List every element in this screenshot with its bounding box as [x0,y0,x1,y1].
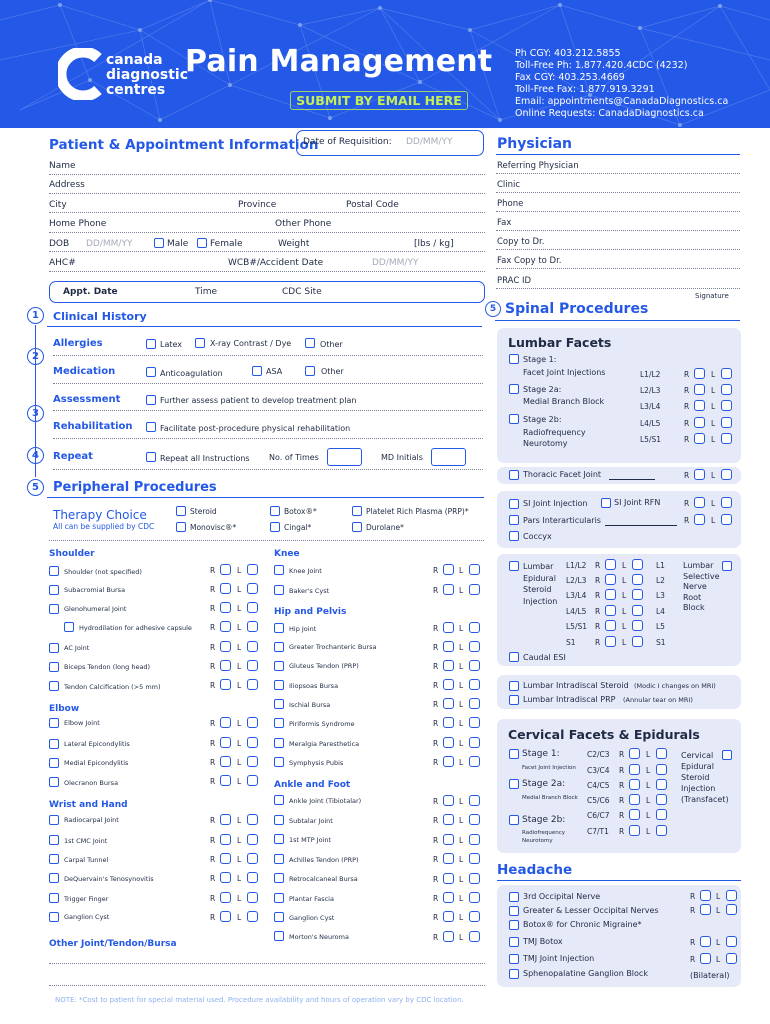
knee-heading: Knee [274,549,300,559]
bilateral-label: (Bilateral) [690,971,730,980]
gluteus-label: Gluteus Tendon (PRP) [289,662,359,670]
clinical-rule [47,326,482,327]
lumbar-epidural-label: Lumbar Epidural Steroid Injection [523,562,558,606]
lumbar-facets-heading: Lumbar Facets [508,335,612,350]
intradiscal-prp-checkbox[interactable] [509,695,519,705]
section-connector [35,325,36,477]
dequervain-checkbox[interactable] [49,873,59,883]
prp-label: Platelet Rich Plasma (PRP)* [366,507,469,516]
peripheral-heading: Peripheral Procedures [53,480,217,495]
si-r-box[interactable] [694,497,705,508]
thoracic-l-box[interactable] [721,469,732,480]
shoulder-ns-checkbox[interactable] [49,566,59,576]
asa-checkbox[interactable] [252,366,262,376]
latex-checkbox[interactable] [146,339,156,349]
cmc-label: 1st CMC Joint [64,837,108,845]
supplied-note: All can be supplied by CDC [53,522,155,531]
achilles-label: Achilles Tendon (PRP) [289,856,359,864]
iliopsoas-label: Iliopsoas Bursa [289,682,339,690]
tmj-botox-checkbox[interactable] [509,937,519,947]
si-joint-label: SI Joint Injection [523,499,588,508]
subtalar-label: Subtalar Joint [289,817,333,825]
iliopsoas-checkbox[interactable] [274,680,284,690]
asa-label: ASA [266,367,283,376]
assessment-label: Assessment [53,394,121,405]
si-joint-checkbox[interactable] [509,499,519,509]
thoracic-line[interactable] [609,479,655,480]
thoracic-r: R [684,471,690,480]
elbow-heading: Elbow [49,704,80,714]
name-label: Name [49,161,76,171]
repeat-text: Repeat all Instructions [160,454,250,463]
trochanteric-checkbox[interactable] [274,642,284,652]
headache-rule [497,880,741,881]
allergy-line[interactable] [53,355,483,356]
therapy-heading: Therapy Choice [53,508,147,522]
plantar-label: Plantar Fascia [289,895,334,903]
repeat-checkbox[interactable] [146,452,156,462]
ankle-joint-label: Ankle Joint (Tibiotalar) [289,797,362,805]
footnote: NOTE: *Cost to patient for special material used. Procedure availability and hours of operation vary by CDC location. [55,996,464,1004]
knee-joint-checkbox[interactable] [274,565,284,575]
male-label: Male [167,239,189,249]
symphysis-checkbox[interactable] [274,757,284,767]
olecranon-checkbox[interactable] [49,777,59,787]
section-5-badge: 5 [27,479,44,496]
caudal-label: Caudal ESI [523,653,566,662]
cdc-logo-icon [58,48,104,100]
occipital-3-label: 3rd Occipital Nerve [523,892,601,901]
anticoag-label: Anticoagulation [160,369,223,378]
selective-nerve-checkbox[interactable] [722,561,732,571]
subtalar-checkbox[interactable] [274,815,284,825]
elbow-joint-label: Elbow Joint [64,719,100,727]
clinical-heading: Clinical History [53,310,147,323]
xray-label: X-ray Contrast / Dye [210,339,292,348]
cingal-checkbox[interactable] [270,522,280,532]
allergy-other-label: Other [320,340,343,349]
cervical-epidural-checkbox[interactable] [722,750,732,760]
lumbar-stage2a-label: Stage 2a: [523,385,562,394]
patient-heading: Patient & Appointment Information [49,137,319,153]
meralgia-checkbox[interactable] [274,738,284,748]
allergy-other-checkbox[interactable] [305,338,315,348]
occipital-3-checkbox[interactable] [509,892,519,902]
pars-l-box[interactable] [721,514,732,525]
req-label: Date of Requisition: [303,137,392,147]
thoracic-l: L [711,471,716,480]
achilles-checkbox[interactable] [274,854,284,864]
dob-line[interactable] [49,251,485,252]
pars-l: L [711,516,716,525]
section-2-badge: 2 [27,348,44,365]
tmj-botox-label: TMJ Botox [523,937,563,946]
tmj-joint-checkbox[interactable] [509,954,519,964]
prac-label: PRAC ID [497,276,532,286]
trigger-finger-checkbox[interactable] [49,893,59,903]
shoulder-ns-label: Shoulder (not specified) [64,568,142,576]
biceps-checkbox[interactable] [49,662,59,672]
cervical-stage1-label: Stage 1: [522,749,560,759]
cingal-label: Cingal* [284,523,312,532]
ahc-label: AHC# [49,258,76,268]
ischial-checkbox[interactable] [274,699,284,709]
other-joint-heading: Other Joint/Tendon/Bursa [49,939,177,949]
mtp-checkbox[interactable] [274,834,284,844]
province-label: Province [238,200,277,210]
shoulder-heading: Shoulder [49,549,95,559]
submit-email-button[interactable]: SUBMIT BY EMAIL HERE [290,91,468,110]
hip-joint-label: Hip Joint [289,625,317,633]
wcb-placeholder: DD/MM/YY [372,258,419,268]
copy-dr-label: Copy to Dr. [497,237,545,247]
thoracic-label: Thoracic Facet Joint [523,470,602,479]
pars-r-box[interactable] [694,514,705,525]
signature-label: Signature [695,292,729,300]
hydrodilation-checkbox[interactable] [64,622,74,632]
occipital-gl-label: Greater & Lesser Occipital Nerves [523,906,659,915]
referring-field[interactable] [496,173,740,174]
caudal-checkbox[interactable] [509,652,519,662]
cervical-stage2a-checkbox[interactable] [509,779,519,789]
coccyx-label: Coccyx [523,532,552,541]
calcification-checkbox[interactable] [49,681,59,691]
ac-joint-label: AC Joint [64,644,90,652]
botox-migraine-label: Botox® for Chronic Migraine* [523,920,642,929]
botox-label: Botox®* [284,507,317,516]
rehab-checkbox[interactable] [146,422,156,432]
bakers-label: Baker's Cyst [289,587,330,595]
hip-heading: Hip and Pelvis [274,607,347,617]
calcification-label: Tendon Calcification (>5 mm) [64,683,161,691]
headache-heading: Headache [497,862,573,878]
ankle-joint-checkbox[interactable] [274,795,284,805]
ac-joint-checkbox[interactable] [49,643,59,653]
repeat-line [53,469,483,470]
lumbar-stage2b-checkbox[interactable] [509,414,519,424]
num-times-label: No. of Times [269,453,319,462]
retrocalcaneal-label: Retrocalcaneal Bursa [289,875,358,883]
cervical-stage1-sub: Facet Joint Injection [522,765,576,771]
address-label: Address [49,180,85,190]
section-5b-badge: 5 [485,301,501,317]
weight-units: [lbs / kg] [414,239,454,249]
elbow-joint-checkbox[interactable] [49,718,59,728]
pars-label: Pars Interarticularis [523,516,601,525]
assessment-line [53,410,483,411]
lumbar-stage2a-checkbox[interactable] [509,384,519,394]
carpal-tunnel-label: Carpal Tunnel [64,856,109,864]
med-other-label: Other [321,367,344,376]
medication-label: Medication [53,366,116,377]
clinic-label: Clinic [497,180,521,190]
glenohumeral-label: Glenohumeral Joint [64,605,127,613]
assessment-text: Further assess patient to develop treatment plan [160,396,357,405]
postal-label: Postal Code [346,200,399,210]
intradiscal-prp-note: (Annular tear on MRI) [623,696,693,704]
coccyx-checkbox[interactable] [509,531,519,541]
bakers-checkbox[interactable] [274,585,284,595]
cervical-epidural-label: Cervical Epidural Steroid Injection (Transfacet) [681,751,729,804]
fax-copy-label: Fax Copy to Dr. [497,256,562,266]
retrocalcaneal-checkbox[interactable] [274,873,284,883]
intradiscal-steroid-note: (Modic I changes on MRI) [634,682,716,690]
botox-migraine-checkbox[interactable] [509,920,519,930]
spinal-heading: Spinal Procedures [505,301,649,317]
si-rfn-label: SI Joint RFN [614,498,661,507]
other-joint-line-1[interactable] [49,963,485,964]
subacromial-label: Subacromial Bursa [64,586,126,594]
morton-checkbox[interactable] [274,931,284,941]
plantar-checkbox[interactable] [274,893,284,903]
rehab-label: Rehabilitation [53,421,133,432]
md-initials-label: MD Initials [381,453,423,462]
brand-name: canada diagnostic centres [106,52,188,98]
lumbar-stage2b-sub2: Neurotomy [523,439,568,448]
dob-placeholder: DD/MM/YY [86,239,133,249]
ischial-label: Ischial Bursa [289,701,331,709]
other-phone-label: Other Phone [275,219,332,229]
trigger-finger-label: Trigger Finger [64,895,109,903]
phys-phone-field[interactable] [496,211,740,212]
radiocarpal-label: Radiocarpal Joint [64,816,119,824]
hydrodilation-label: Hydrodilation for adhesive capsule [79,624,192,632]
rehab-line [53,438,483,439]
cervical-stage2a-sub: Medial Branch Block [522,795,578,801]
med-other-checkbox[interactable] [305,366,315,376]
cervical-stage2b-sub1: Radiofrequency [522,830,566,836]
other-joint-line-2[interactable] [49,985,485,986]
wcb-label: WCB#/Accident Date [228,258,324,268]
subacromial-checkbox[interactable] [49,585,59,595]
si-rfn-checkbox[interactable] [601,498,611,508]
physician-heading: Physician [497,136,572,152]
anticoag-checkbox[interactable] [146,367,156,377]
radiocarpal-checkbox[interactable] [49,815,59,825]
contact-info: Ph CGY: 403.212.5855 Toll-Free Ph: 1.877.420.4CDC (4232) Fax CGY: 403.253.4669 Toll-Free Fax: 1.877.919.3291 Email: appointments@CanadaDiagnostics.ca Online Requests: CanadaDiagnostics.ca [515,48,729,119]
ankle-heading: Ankle and Foot [274,780,351,790]
occipital-gl-checkbox[interactable] [509,906,519,916]
lumbar-stage1-checkbox[interactable] [509,354,519,364]
thoracic-r-box[interactable] [694,469,705,480]
selective-nerve-label: Lumbar Selective Nerve Root Block [683,561,720,612]
home-phone-label: Home Phone [49,219,107,229]
cmc-checkbox[interactable] [49,835,59,845]
si-r: R [684,499,690,508]
medial-epi-checkbox[interactable] [49,758,59,768]
steroid-checkbox[interactable] [176,506,186,516]
assessment-checkbox[interactable] [146,395,156,405]
piriformis-checkbox[interactable] [274,718,284,728]
section-4-badge: 4 [27,447,44,464]
section-3-badge: 3 [27,405,44,422]
ganglion-hand-checkbox[interactable] [49,912,59,922]
prac-field[interactable] [496,288,740,289]
name-field[interactable] [49,174,485,175]
biceps-label: Biceps Tendon (long head) [64,663,151,671]
phys-fax-field[interactable] [496,230,740,231]
cervical-stage2b-checkbox[interactable] [509,815,519,825]
lumbar-stage1-label: Stage 1: [523,355,557,364]
section-1-badge: 1 [27,307,44,324]
pars-checkbox[interactable] [509,515,519,525]
phys-fax-label: Fax [497,218,512,228]
clinic-field[interactable] [496,192,740,193]
repeat-label: Repeat [53,451,93,462]
phys-phone-label: Phone [497,199,524,209]
spg-block-label: Sphenopalatine Ganglion Block [523,969,648,978]
glenohumeral-checkbox[interactable] [49,604,59,614]
num-times-input[interactable] [327,448,362,466]
allergies-label: Allergies [53,338,103,349]
xray-checkbox[interactable] [195,338,205,348]
medial-epi-label: Medial Epicondylitis [64,759,129,767]
durolane-checkbox[interactable] [352,522,362,532]
site-label: CDC Site [282,287,322,297]
lumbar-stage2b-label: Stage 2b: [523,415,562,424]
hip-joint-checkbox[interactable] [274,623,284,633]
page-title: Pain Management [185,44,493,79]
dob-label: DOB [49,239,70,249]
therapy-line [49,540,484,541]
referring-label: Referring Physician [497,161,579,171]
male-checkbox[interactable] [154,238,164,248]
md-initials-input[interactable] [431,448,466,466]
rehab-text: Facilitate post-procedure physical rehabilitation [160,424,351,433]
cervical-stage2b-sub2: Neurotomy [522,838,553,844]
symphysis-label: Symphysis Pubis [289,759,344,767]
mtp-label: 1st MTP Joint [289,836,332,844]
meralgia-label: Meralgia Paresthetica [289,740,360,748]
steroid-label: Steroid [190,507,217,516]
dequervain-label: DeQuervain's Tenosynovitis [64,875,154,883]
cervical-stage2a-label: Stage 2a: [522,779,566,789]
knee-joint-label: Knee Joint [289,567,322,575]
ganglion-foot-checkbox[interactable] [274,912,284,922]
si-l: L [711,499,716,508]
lumbar-stage1-sub: Facet Joint Injections [523,368,606,377]
ganglion-hand-label: Ganglion Cyst [64,913,110,921]
ganglion-foot-label: Ganglion Cyst [289,914,335,922]
peripheral-rule [47,497,484,498]
intradiscal-prp-label: Lumbar Intradiscal PRP [523,695,616,704]
weight-label: Weight [278,239,310,249]
wrist-heading: Wrist and Hand [49,800,128,810]
med-line[interactable] [53,383,483,384]
appt-date-label: Appt. Date [63,287,118,297]
cervical-heading: Cervical Facets & Epidurals [508,727,700,742]
time-label: Time [195,287,218,297]
female-label: Female [210,239,243,249]
lateral-epi-checkbox[interactable] [49,739,59,749]
copy-dr-field[interactable] [496,249,740,250]
durolane-label: Durolane* [366,523,404,532]
monovisc-label: Monovisc®* [190,523,237,532]
gluteus-checkbox[interactable] [274,661,284,671]
lumbar-epidural-checkbox[interactable] [509,561,519,571]
female-checkbox[interactable] [197,238,207,248]
req-placeholder: DD/MM/YY [406,137,453,147]
address-field[interactable] [49,193,485,194]
lumbar-stage2a-sub: Medial Branch Block [523,397,605,406]
morton-label: Morton's Neuroma [289,933,349,941]
latex-label: Latex [160,340,183,349]
olecranon-label: Olecranon Bursa [64,779,119,787]
prp-checkbox[interactable] [352,506,362,516]
piriformis-label: Piriformis Syndrome [289,720,355,728]
pars-r: R [684,516,690,525]
si-l-box[interactable] [721,497,732,508]
lateral-epi-label: Lateral Epicondylitis [64,740,130,748]
lumbar-stage2b-sub1: Radiofrequency [523,428,586,437]
monovisc-checkbox[interactable] [176,522,186,532]
phone-field[interactable] [49,232,485,233]
thoracic-checkbox[interactable] [509,470,519,480]
spinal-rule [495,320,740,321]
city-label: City [49,200,67,210]
intradiscal-steroid-checkbox[interactable] [509,681,519,691]
physician-rule [496,154,740,155]
trochanteric-label: Greater Trochanteric Bursa [289,643,377,651]
pars-line[interactable] [605,525,677,526]
city-field[interactable] [49,212,485,213]
fax-copy-field[interactable] [496,268,740,269]
botox-checkbox[interactable] [270,506,280,516]
carpal-tunnel-checkbox[interactable] [49,854,59,864]
spg-block-checkbox[interactable] [509,969,519,979]
tmj-joint-label: TMJ Joint Injection [523,954,595,963]
cervical-stage2b-label: Stage 2b: [522,815,566,825]
cervical-stage1-checkbox[interactable] [509,749,519,759]
ahc-line[interactable] [49,271,485,272]
intradiscal-steroid-label: Lumbar Intradiscal Steroid [523,681,629,690]
